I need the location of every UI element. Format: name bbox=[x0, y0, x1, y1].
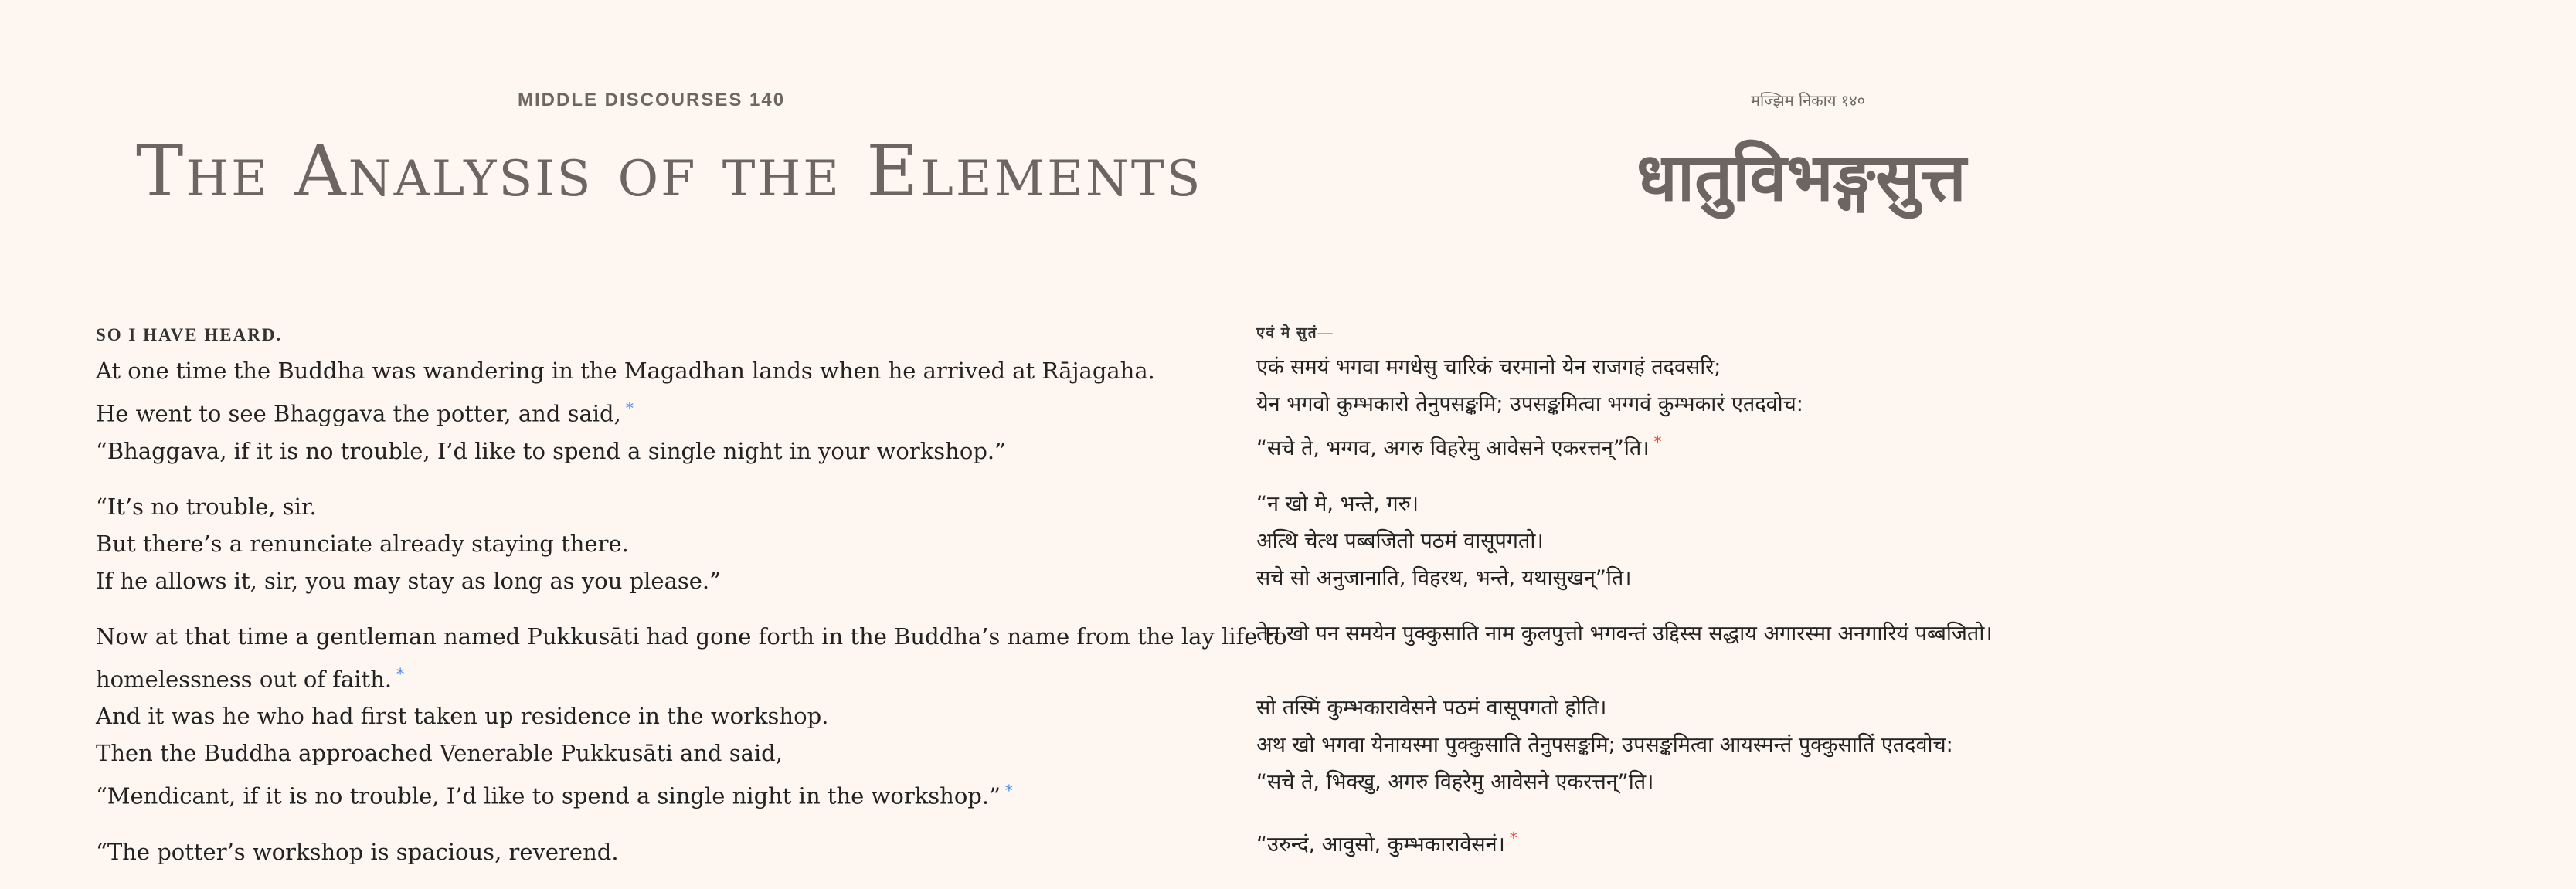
collection-subtitle: MIDDLE DISCOURSES 140 bbox=[518, 90, 786, 110]
text-line bbox=[96, 352, 1224, 389]
text-line bbox=[1256, 616, 2462, 653]
english-header bbox=[96, 0, 1224, 286]
line-text: “The potter’s workshop is spacious, reverend. bbox=[96, 838, 619, 865]
footnote-marker[interactable]: * bbox=[625, 399, 634, 417]
sutta-title-pali: धातुविभङ्गसुत्त bbox=[1636, 139, 1966, 216]
text-line bbox=[1256, 349, 2462, 386]
text-line bbox=[1256, 819, 2462, 864]
line-text: तेन खो पन समयेन पुक्कुसाति नाम कुलपुत्तो भगवन्तं उद्दिस्स सद्धाय अगारस्मा अनगारियं पब्बजितो। bbox=[1256, 622, 1993, 646]
line-text: homelessness out of faith. bbox=[96, 666, 393, 693]
line-text: “It’s no trouble, sir. bbox=[96, 493, 317, 520]
pali-body bbox=[1256, 318, 2462, 882]
text-line bbox=[1256, 523, 2462, 560]
line-text: Then the Buddha approached Venerable Pukkusāti and said, bbox=[96, 740, 783, 767]
sutta-title: The Analysis of the Elements bbox=[136, 130, 1203, 212]
line-text: येन भगवो कुम्भकारो तेनुपसङ्कमि; उपसङ्कमित्वा भग्गवं कुम्भकारं एतदवोच: bbox=[1256, 392, 1803, 416]
opening-line: SO I HAVE HEARD. bbox=[96, 325, 283, 344]
text-line bbox=[1256, 560, 2462, 597]
line-text: If he allows it, sir, you may stay as long as you please.” bbox=[96, 567, 721, 594]
paragraph bbox=[1256, 616, 2462, 801]
text-line bbox=[1256, 764, 2462, 801]
english-body bbox=[96, 318, 1287, 889]
paragraph bbox=[96, 352, 1224, 470]
line-text: Now at that time a gentleman named Pukkusāti had gone forth in the Buddha’s name from the lay life to bbox=[96, 623, 1287, 650]
text-line bbox=[96, 697, 1224, 735]
text-line bbox=[96, 655, 1224, 698]
line-text: “न खो मे, भन्ते, गरु। bbox=[1256, 492, 1419, 516]
line-text: And it was he who had first taken up residence in the workshop. bbox=[96, 703, 829, 730]
footnote-marker[interactable]: * bbox=[1509, 829, 1517, 847]
opening-line-pali: एवं मे सुतं— bbox=[1256, 325, 1334, 341]
footnote-marker[interactable]: * bbox=[1653, 433, 1662, 451]
line-text: अत्थि चेत्थ पब्बजितो पठमं वासूपगतो। bbox=[1256, 529, 1544, 553]
footnote-marker[interactable]: * bbox=[396, 663, 405, 683]
line-text: अथ खो भगवा येनायस्मा पुक्कुसाति तेनुपसङ्कमि; उपसङ्कमित्वा आयस्मन्तं पुक्कुसातिं एतदवोच: bbox=[1256, 733, 1953, 757]
line-text: “Mendicant, if it is no trouble, I’d like to spend a single night in the workshop.” bbox=[96, 782, 1001, 809]
footnote-marker[interactable]: * bbox=[1004, 781, 1013, 800]
line-text: सचे सो अनुजानाति, विहरथ, भन्ते, यथासुखन्”ति। bbox=[1256, 566, 1632, 590]
pali-paragraphs bbox=[1256, 349, 2462, 864]
line-text: “Bhaggava, if it is no trouble, I’d like to spend a single night in your workshop.” bbox=[96, 437, 1006, 464]
paragraph bbox=[1256, 819, 2462, 864]
text-line bbox=[96, 389, 1224, 433]
text-line bbox=[96, 772, 1224, 815]
pali-header bbox=[1256, 0, 2462, 286]
line-text: At one time the Buddha was wandering in the Magadhan lands when he arrived at Rājagaha. bbox=[96, 358, 1155, 384]
text-line bbox=[96, 562, 1224, 599]
line-text: But there’s a renunciate already staying there. bbox=[96, 530, 629, 557]
paragraph bbox=[1256, 486, 2462, 597]
paragraph bbox=[96, 618, 1287, 815]
text-line bbox=[1256, 690, 2462, 727]
text-line bbox=[96, 833, 1224, 870]
text-line bbox=[1256, 386, 2462, 423]
text-line bbox=[1256, 423, 2462, 467]
english-paragraphs bbox=[96, 352, 1287, 870]
paragraph bbox=[1256, 349, 2462, 467]
text-line bbox=[1256, 727, 2462, 764]
line-text: He went to see Bhaggava the potter, and said, bbox=[96, 400, 621, 427]
paragraph bbox=[96, 833, 1224, 870]
line-text: “सचे ते, भग्गव, अगरु विहरेमु आवेसने एकरत्तन्”ति। bbox=[1256, 436, 1650, 460]
line-text: “सचे ते, भिक्खु, अगरु विहरेमु आवेसने एकरत्तन्”ति। bbox=[1256, 770, 1654, 794]
text-line bbox=[96, 735, 1224, 772]
text-line bbox=[96, 488, 1224, 525]
line-text: “उरुन्दं, आवुसो, कुम्भकारावेसनं। bbox=[1256, 833, 1505, 857]
collection-subtitle-pali: मज्झिम निकाय १४० bbox=[1751, 91, 1865, 110]
line-text: सो तस्मिं कुम्भकारावेसने पठमं वासूपगतो होति। bbox=[1256, 696, 1607, 720]
line-text: एकं समयं भगवा मगधेसु चारिकं चरमानो येन राजगहं तदवसरि; bbox=[1256, 355, 1721, 379]
paragraph bbox=[96, 488, 1224, 599]
text-line bbox=[96, 618, 1287, 655]
text-line bbox=[1256, 653, 2462, 690]
text-line bbox=[96, 525, 1224, 562]
text-line bbox=[96, 433, 1224, 470]
text-line bbox=[1256, 486, 2462, 523]
